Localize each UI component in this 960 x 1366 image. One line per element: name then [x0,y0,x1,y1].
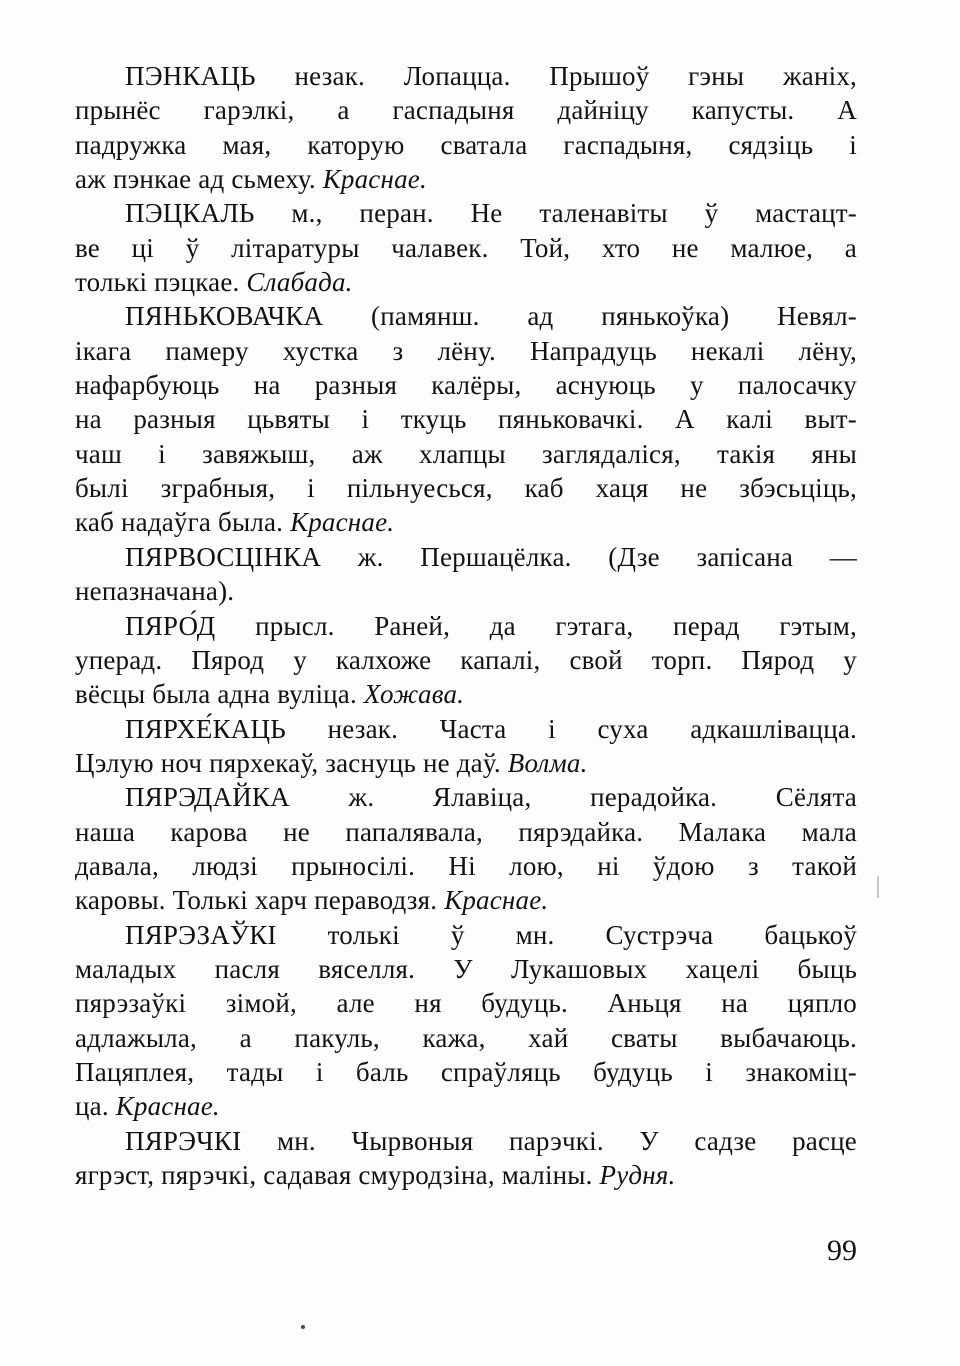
text-segment: каб надаўга была. [75,507,291,538]
text-segment: ПЯРЭЧКІ мн. Чырвоныя парэчкі. У садзе расце [125,1125,857,1156]
text-segment: ПЯРХЕ́КАЦЬ незак. Часта і суха адкашлівацца. [125,713,857,744]
text-segment: вёсцы была адна вуліца. [75,679,364,710]
text-line [75,609,857,643]
text-segment: каровы. Толькі харч пераводзя. [75,885,445,916]
text-line [75,334,857,368]
text-line [75,402,857,436]
text-segment: Пацяплея, тады і баль спраўляць будуць і знакоміц- [75,1056,857,1087]
source-village-label: Хожава. [363,679,465,710]
text-line [75,712,857,746]
text-line [75,231,857,265]
text-segment: аж пэнкае ад сьмеху. [75,164,323,195]
text-line [75,505,857,539]
text-line [75,643,857,677]
text-segment: былі зграбныя, і пільнуесься, каб хаця не збэсьціць, [75,473,857,504]
text-line [75,162,857,196]
text-line [75,299,857,333]
text-line [75,849,857,883]
source-village-label: Краснае. [115,1091,220,1122]
source-village-label: Краснае. [322,164,427,195]
text-line [75,59,857,93]
dictionary-entry [75,1124,857,1193]
text-line [75,540,857,574]
dictionary-entry [75,780,857,917]
text-line [75,265,857,299]
dictionary-entry [75,59,857,196]
text-line [75,883,857,917]
text-line [75,1055,857,1089]
text-segment: падружка мая, каторую сватала гаспадыня, сядзіць і [75,129,857,160]
text-line [75,1158,857,1192]
dictionary-entry [75,609,857,712]
text-segment: ве ці ў літаратуры чалавек. Той, хто не малюе, а [75,232,857,263]
scan-artifact-line [877,876,879,898]
text-line [75,815,857,849]
text-segment: давала, людзі прыносілі. Ні лою, ні ўдою з такой [75,850,857,881]
dictionary-entry [75,299,857,539]
source-village-label: Краснае. [290,507,395,538]
text-line [75,918,857,952]
text-segment: адлажыла, а пакуль, кажа, хай сваты выбачаюць. [75,1022,857,1053]
dictionary-entry [75,918,857,1124]
text-segment: маладых пасля вяселля. У Лукашовых хацелі быць [75,953,857,984]
dictionary-entry [75,540,857,609]
text-line [75,1021,857,1055]
text-segment: толькі пэцкае. [75,267,247,298]
source-village-label: Рудня. [599,1160,676,1190]
text-block [75,59,857,1192]
text-segment: нафарбуюць на разныя калёры, аснуюць у палосачку [75,370,857,401]
dictionary-entry [75,712,857,781]
text-segment: прынёс гарэлкі, а гаспадыня дайніцу капусты. А [75,95,857,126]
source-village-label: Волма. [507,747,588,778]
source-village-label: Краснае. [444,885,549,916]
text-line [75,196,857,230]
text-segment: пярэзаўкі зімой, але ня будуць. Аньця на цяпло [75,988,857,1019]
text-line [75,93,857,127]
text-line [75,952,857,986]
text-segment: ПЯРЭЗАЎКІ толькі ў мн. Сустрэча бацькоў [125,919,857,950]
text-segment: ікага памеру хустка з лёну. Напрадуць некалі лёну, [75,335,857,366]
text-line [75,1124,857,1158]
text-segment: ПЯРО́Д прысл. Раней, да гэтага, перад гэтым, [125,610,857,641]
text-segment: ПЭЦКАЛЬ м., перан. Не таленавіты ў мастацт- [125,198,857,229]
text-line [75,368,857,402]
text-segment: ягрэст, пярэчкі, садавая смуродзіна, маліны. [75,1160,600,1190]
text-segment: на разныя цьвяты і ткуць пяньковачкі. А калі выт- [75,404,857,435]
text-line [75,128,857,162]
dictionary-entry [75,196,857,299]
text-line [75,1089,857,1123]
scan-artifact-dot [301,1325,305,1329]
text-segment: ПЯНЬКОВАЧКА (памянш. ад пянькоўка) Невял- [125,301,857,332]
text-line [75,986,857,1020]
text-segment: уперад. Пярод у калхоже капалі, свой торп. Пярод у [75,644,857,675]
text-segment: ца. [75,1091,116,1122]
page-number: 99 [827,1234,857,1267]
text-segment: ПЭНКАЦЬ незак. Лопацца. Прышоў гэны жаніх, [125,61,857,91]
text-segment: Цэлую ноч пярхекаў, заснуць не даў. [75,747,508,778]
text-segment: ПЯРЭДАЙКА ж. Ялавіца, перадойка. Сёлята [125,782,857,813]
text-line [75,574,857,608]
text-line [75,746,857,780]
text-segment: непазначана). [75,576,235,607]
text-line [75,780,857,814]
text-line [75,437,857,471]
text-segment: чаш і завяжыш, аж хлапцы заглядаліся, такія яны [75,438,857,469]
source-village-label: Слабада. [246,267,353,298]
text-line [75,677,857,711]
text-segment: ПЯРВОСЦІНКА ж. Першацёлка. (Дзе запісана — [125,541,857,572]
text-segment: наша карова не папалявала, пярэдайка. Малака мала [75,816,857,847]
text-line [75,471,857,505]
